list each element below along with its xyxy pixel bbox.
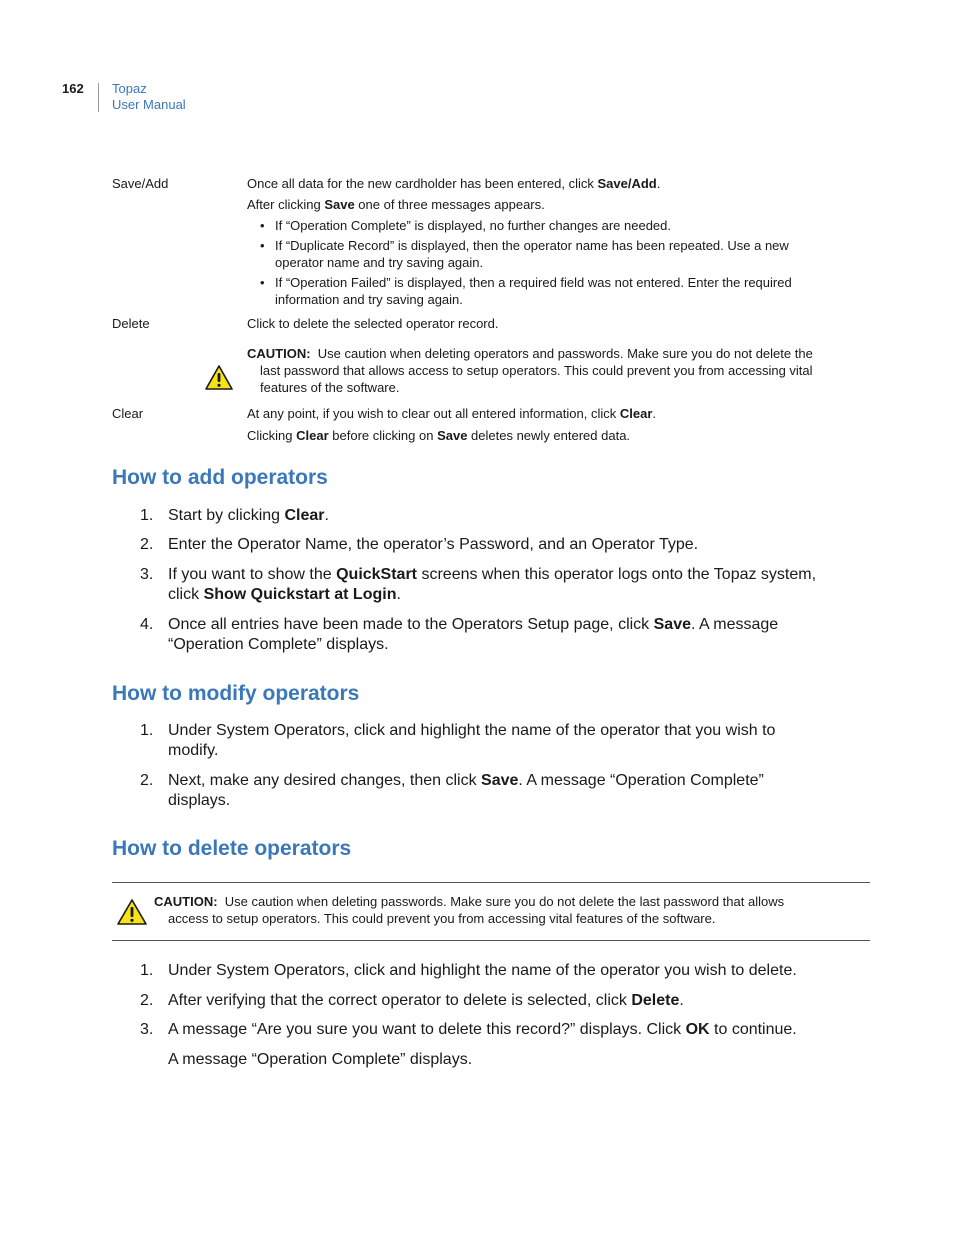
caution-top-rule — [112, 882, 870, 883]
header-divider — [98, 83, 99, 112]
bullet-item: If “Operation Failed” is displayed, then a required field was not entered. Enter the required — [275, 275, 792, 290]
delete-caution-line3: features of the software. — [260, 380, 400, 395]
step-number: 1. — [140, 507, 154, 524]
add-step-1: Start by clicking Clear. — [168, 507, 329, 524]
bullet-item-cont: operator name and try saving again. — [275, 255, 484, 270]
delete-caution-line1: CAUTION: Use caution when deleting passwords. Make sure you do not delete the last password that allows — [154, 894, 785, 909]
bullet-marker: • — [260, 275, 265, 290]
term-save-add: Save/Add — [112, 176, 169, 191]
add-step-4-cont: “Operation Complete” displays. — [168, 636, 389, 653]
modify-step-2-cont: displays. — [168, 792, 231, 809]
add-step-4: Once all entries have been made to the Operators Setup page, click Save. A message — [168, 616, 779, 633]
step-number: 3. — [140, 566, 154, 583]
save-add-desc-2: After clicking Save one of three messages appears. — [247, 197, 545, 212]
term-delete: Delete — [112, 316, 150, 331]
add-step-3: If you want to show the QuickStart screens when this operator logs onto the Topaz system, — [168, 566, 817, 583]
step-number: 2. — [140, 992, 154, 1009]
save-add-desc: Once all data for the new cardholder has been entered, click Save/Add. — [247, 176, 661, 191]
clear-desc-2: Clicking Clear before clicking on Save deletes newly entered data. — [247, 428, 631, 443]
modify-step-1: Under System Operators, click and highlight the name of the operator that you wish to — [168, 722, 776, 739]
delete-caution-line2: last password that allows access to setup operators. This could prevent you from accessing vital — [260, 363, 813, 378]
bullet-item-cont: information and try saving again. — [275, 292, 463, 307]
step-number: 3. — [140, 1021, 154, 1038]
delete-step-1: Under System Operators, click and highlight the name of the operator you wish to delete. — [168, 962, 797, 979]
delete-desc: Click to delete the selected operator record. — [247, 316, 499, 331]
step-number: 1. — [140, 962, 154, 979]
header-manual: User Manual — [112, 97, 186, 112]
modify-step-2: Next, make any desired changes, then click Save. A message “Operation Complete” — [168, 772, 764, 789]
heading-modify-operators: How to modify operators — [112, 682, 360, 705]
bullet-item: If “Duplicate Record” is displayed, then the operator name has been repeated. Use a new — [275, 238, 789, 253]
step-number: 1. — [140, 722, 154, 739]
caution-label: CAUTION: — [154, 894, 218, 909]
modify-step-1-cont: modify. — [168, 742, 219, 759]
bullet-marker: • — [260, 218, 265, 233]
term-clear: Clear — [112, 406, 144, 421]
delete-caution-line2: access to setup operators. This could prevent you from accessing vital features of the software. — [168, 911, 716, 926]
caution-bottom-rule — [112, 940, 870, 941]
delete-after-note: A message “Operation Complete” displays. — [168, 1051, 473, 1068]
add-step-3-cont: click Show Quickstart at Login. — [168, 586, 401, 603]
warning-icon — [204, 364, 234, 391]
delete-step-2: After verifying that the correct operator to delete is selected, click Delete. — [168, 992, 684, 1009]
bullet-item: If “Operation Complete” is displayed, no further changes are needed. — [275, 218, 672, 233]
header-product: Topaz — [112, 81, 147, 96]
page-number: 162 — [62, 81, 84, 96]
step-number: 2. — [140, 536, 154, 553]
bullet-marker: • — [260, 238, 265, 253]
add-step-2: Enter the Operator Name, the operator’s Password, and an Operator Type. — [168, 536, 699, 553]
delete-step-3: A message “Are you sure you want to delete this record?” displays. Click OK to continue. — [168, 1021, 797, 1038]
heading-add-operators: How to add operators — [112, 466, 328, 489]
step-number: 2. — [140, 772, 154, 789]
heading-delete-operators: How to delete operators — [112, 837, 352, 860]
delete-caution-line1: CAUTION: Use caution when deleting operators and passwords. Make sure you do not delete the — [247, 346, 813, 361]
warning-icon — [116, 898, 148, 926]
caution-label: CAUTION: — [247, 346, 311, 361]
clear-desc: At any point, if you wish to clear out all entered information, click Clear. — [247, 406, 657, 421]
step-number: 4. — [140, 616, 154, 633]
